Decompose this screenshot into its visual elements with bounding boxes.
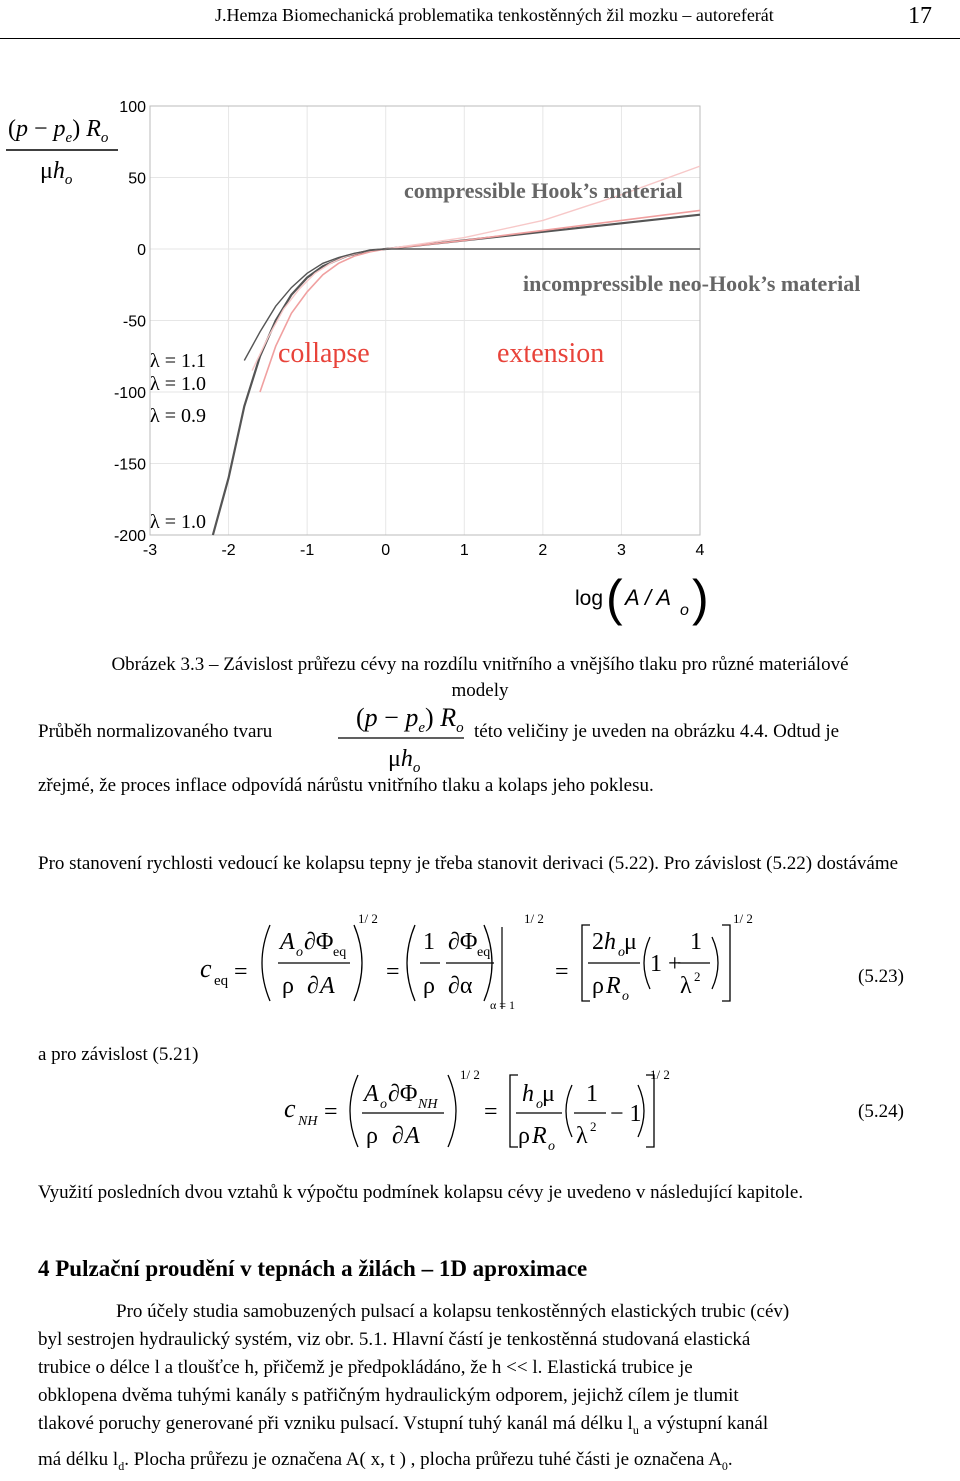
y-tick-label-1: 50: [128, 170, 146, 188]
p5-l6b: . Plocha průřezu je označena A( x, t ) , plocha průřezu tuhé části je označena A: [124, 1449, 722, 1470]
svg-text:1: 1: [586, 1081, 598, 1107]
svg-text:∂Φ: ∂Φ: [304, 929, 334, 955]
paragraph-5-line-3: trubice o délce l a tloušťce h, přičemž je předpokládáno, že h << l. Elastická trubice je: [38, 1357, 693, 1378]
paragraph-5-line-5: [38, 1410, 918, 1444]
svg-text:o: o: [536, 1097, 543, 1112]
x-tick-label-3: 0: [381, 542, 391, 559]
equation-5-23: [190, 905, 770, 1020]
p5-l5-end: a výstupní kanál: [638, 1413, 769, 1434]
svg-text:λ: λ: [680, 973, 692, 999]
svg-text:1/ 2: 1/ 2: [524, 911, 544, 926]
p1-start: Průběh normalizovaného tvaru: [38, 721, 273, 742]
section-heading: 4 Pulzační proudění v tepnách a žilách – 1D aproximace: [38, 1256, 588, 1281]
svg-text:R: R: [606, 973, 621, 999]
svg-text:eq: eq: [477, 945, 491, 960]
svg-text:2: 2: [590, 1119, 597, 1134]
svg-text:eq: eq: [333, 945, 347, 960]
svg-text:μ: μ: [624, 929, 637, 955]
svg-text:∂Φ: ∂Φ: [388, 1081, 418, 1107]
svg-text:A: A: [405, 1123, 420, 1149]
page-number: 17: [908, 3, 932, 29]
svg-text:− 1: − 1: [610, 1101, 642, 1127]
svg-text:A: A: [364, 1081, 379, 1107]
x-label-text: log: [575, 587, 604, 610]
x-tick-label-0: -3: [142, 542, 158, 559]
paragraph-3: a pro závislost (5.21): [38, 1044, 199, 1065]
svg-text:∂: ∂: [307, 973, 319, 999]
annotation-incompressible: incompressible neo-Hook’s material: [523, 271, 861, 296]
p5-l6a: má délku l: [38, 1449, 119, 1470]
svg-text:ρ: ρ: [518, 1123, 530, 1149]
svg-text:o: o: [622, 989, 629, 1004]
svg-text:c: c: [284, 1094, 296, 1123]
svg-text:1: 1: [690, 929, 702, 955]
x-tick-label-6: 3: [616, 542, 626, 559]
header-title: J.Hemza Biomechanická problematika tenkostěnných žil mozku – autoreferát: [215, 5, 774, 25]
annotation-collapse: collapse: [278, 338, 370, 369]
paragraph-1-line-1: [38, 718, 918, 748]
paragraph-5-line-4: obklopena dvěma tuhými kanály s patřičným hydraulickým odporem, jejichž cílem je tlumit: [38, 1385, 739, 1406]
x-tick-label-5: 2: [538, 542, 548, 559]
svg-text:R: R: [532, 1123, 547, 1149]
svg-text:∂: ∂: [392, 1123, 404, 1149]
svg-text:λ: λ: [576, 1123, 588, 1149]
svg-text:eq: eq: [214, 973, 229, 989]
x-label-rparen: ): [692, 570, 709, 626]
svg-text:1/ 2: 1/ 2: [650, 1067, 670, 1082]
svg-text:=: =: [324, 1099, 338, 1125]
paragraph-1-line-2: zřejmé, že proces inflace odpovídá nárůstu vnitřního tlaku a kolaps jeho poklesu.: [38, 775, 654, 796]
y-tick-label-5: -150: [113, 456, 146, 474]
frac-numerator: $(p - p_e)$ $R_o$: [356, 703, 464, 736]
annotation-compressible: compressible Hook’s material: [404, 178, 683, 203]
svg-text:α = 1: α = 1: [490, 998, 516, 1012]
figure-caption: [40, 652, 920, 704]
equation-5-23-number: (5.23): [858, 966, 904, 987]
inline-fraction-expression: [330, 692, 470, 772]
svg-text:o: o: [548, 1139, 555, 1154]
y-label-numerator: $(p - p_e)$ $R_o$: [8, 116, 109, 146]
svg-text:NH: NH: [418, 1097, 438, 1112]
x-tick-label-1: -2: [221, 542, 236, 559]
svg-text:ρ: ρ: [282, 973, 294, 999]
paragraph-2: Pro stanovení rychlosti vedoucí ke kolapsu tepny je třeba stanovit derivaci (5.22). Pro závislost (5.22) dostáváme: [38, 853, 899, 874]
y-tick-label-0: 100: [119, 99, 146, 116]
svg-text:ρ: ρ: [366, 1123, 378, 1149]
legend-lambda-10b: λ = 1.0: [150, 511, 206, 533]
svg-text:=: =: [555, 959, 569, 985]
svg-text:o: o: [380, 1097, 387, 1112]
y-label-denominator: $\mu h_o$: [40, 158, 73, 188]
equation-5-24: [280, 1065, 710, 1157]
y-tick-label-3: -50: [122, 313, 146, 331]
svg-text:ρ: ρ: [423, 973, 435, 999]
paragraph-5-line-2: byl sestrojen hydraulický systém, viz obr. 5.1. Hlavní částí je tenkostěnná studovaná elastická: [38, 1329, 751, 1350]
svg-text:∂Φ: ∂Φ: [448, 929, 478, 955]
svg-text:o: o: [296, 945, 303, 960]
legend-lambda-10: λ = 1.0: [150, 373, 206, 395]
x-label-A: A / A: [625, 585, 672, 610]
equation-5-24-number: (5.24): [858, 1101, 904, 1122]
svg-text:1/ 2: 1/ 2: [460, 1067, 480, 1082]
svg-text:1/ 2: 1/ 2: [733, 911, 753, 926]
paragraph-5-line-1: Pro účely studia samobuzených pulsací a kolapsu tenkostěnných elastických trubic (cév): [116, 1301, 790, 1322]
running-header: [0, 0, 960, 39]
svg-text:1 +: 1 +: [650, 951, 682, 977]
svg-text:ρ: ρ: [592, 973, 604, 999]
chart-figure: [0, 88, 960, 628]
frac-denominator: $\mu h_o$: [388, 746, 421, 772]
svg-text:A: A: [280, 929, 295, 955]
svg-text:1/ 2: 1/ 2: [358, 911, 378, 926]
svg-text:h: h: [604, 929, 616, 955]
p5-l5-text: tlakové poruchy generované při vzniku pulsací. Vstupní tuhý kanál má délku l: [38, 1413, 633, 1434]
y-tick-label-2: 0: [137, 242, 146, 259]
x-tick-label-4: 1: [459, 542, 469, 559]
p5-l6-sub: d: [118, 1458, 125, 1473]
svg-text:1: 1: [423, 929, 435, 955]
x-tick-label-2: -1: [300, 542, 315, 559]
svg-text:=: =: [234, 959, 248, 985]
paragraph-5-line-6: [38, 1446, 918, 1480]
svg-text:c: c: [200, 954, 212, 983]
p5-l6-sub2: 0: [721, 1458, 728, 1473]
x-label-sub-o: o: [680, 602, 689, 619]
svg-text:∂α: ∂α: [448, 973, 473, 999]
svg-text:o: o: [618, 945, 625, 960]
p5-l6c: .: [727, 1449, 733, 1470]
svg-text:h: h: [522, 1081, 534, 1107]
x-label-lparen: (: [606, 570, 623, 626]
x-tick-label-7: 4: [695, 542, 705, 559]
paragraph-4: Využití posledních dvou vztahů k výpočtu podmínek kolapsu cévy je uvedeno v následující kapitole.: [38, 1182, 804, 1203]
svg-text:2: 2: [694, 969, 701, 984]
svg-text:NH: NH: [298, 1114, 318, 1129]
svg-text:μ: μ: [542, 1081, 555, 1107]
annotation-extension: extension: [497, 338, 605, 369]
legend-lambda-09: λ = 0.9: [150, 405, 206, 427]
svg-text:A: A: [320, 973, 335, 999]
caption-line-1: Obrázek 3.3 – Závislost průřezu cévy na rozdílu vnitřního a vnějšího tlaku pro různé materiálové: [111, 654, 849, 675]
svg-text:=: =: [484, 1099, 498, 1125]
y-tick-label-6: -200: [113, 528, 146, 545]
caption-line-2: modely: [451, 680, 509, 701]
svg-text:=: =: [386, 959, 400, 985]
p5-l5-sub: u: [632, 1422, 639, 1437]
p1-mid: této veličiny je uveden na obrázku 4.4. Odtud je: [474, 721, 840, 742]
y-tick-label-4: -100: [113, 385, 146, 402]
svg-text:2: 2: [592, 929, 604, 955]
legend-lambda-11: λ = 1.1: [150, 350, 206, 372]
